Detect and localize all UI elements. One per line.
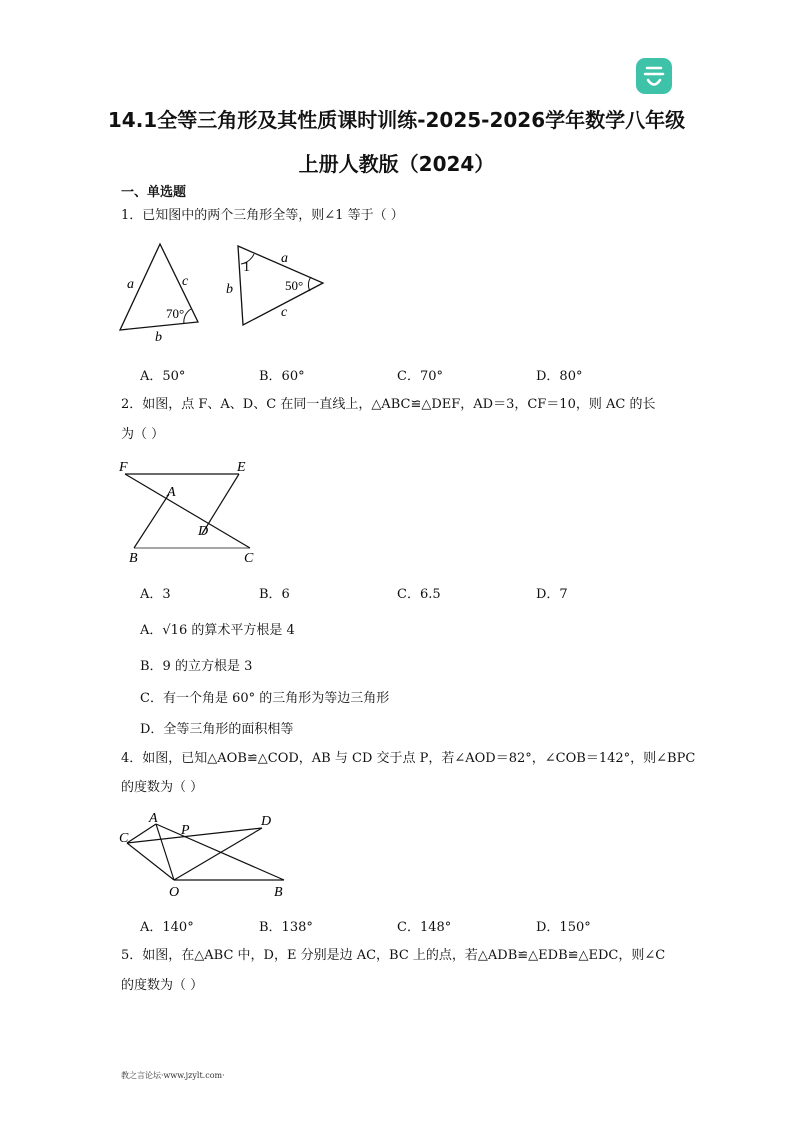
page-title-line1: 14.1全等三角形及其性质课时训练-2025-2026学年数学八年级	[107, 108, 686, 132]
q2-option-a[interactable]: A．3	[140, 587, 171, 602]
question-4-line1: 4．如图，已知△AOB≌△COD，AB 与 CD 交于点 P，若∠AOD＝82°，∠COB＝142°，则∠BPC	[121, 751, 696, 766]
q1-option-a[interactable]: A．50°	[140, 369, 186, 384]
page-title-line2: 上册人教版（2024）	[298, 152, 495, 176]
q2-label-F: F	[119, 460, 128, 475]
q1-label-1: 1	[243, 260, 250, 275]
q3-option-d[interactable]: D．全等三角形的面积相等	[140, 722, 294, 737]
q2-option-b[interactable]: B．6	[259, 587, 290, 602]
question-2-figure	[112, 455, 272, 567]
q1-label-a1: a	[127, 277, 134, 292]
q1-label-a2: a	[281, 251, 288, 266]
q2-option-d[interactable]: D．7	[536, 587, 568, 602]
q2-label-C: C	[244, 551, 254, 566]
q4-option-b[interactable]: B．138°	[259, 920, 313, 935]
q4-option-c[interactable]: C．148°	[397, 920, 452, 935]
logo-icon	[636, 58, 672, 94]
q1-option-c[interactable]: C．70°	[397, 369, 443, 384]
question-5-line1: 5．如图，在△ABC 中，D，E 分别是边 AC，BC 上的点，若△ADB≌△EDB≌△EDC，则∠C	[121, 948, 666, 963]
q4-option-a[interactable]: A．140°	[140, 920, 194, 935]
q4-label-C: C	[119, 831, 129, 846]
section-heading: 一、单选题	[121, 185, 187, 200]
q4-label-O: O	[169, 885, 180, 900]
q4-label-B: B	[274, 885, 283, 900]
app-logo	[636, 58, 672, 94]
question-1-text: 1．已知图中的两个三角形全等，则∠1 等于（ ）	[121, 208, 404, 223]
q1-option-d[interactable]: D．80°	[536, 369, 583, 384]
q2-label-A: A	[167, 485, 176, 500]
q1-label-angle-50: 50°	[285, 278, 304, 293]
question-4-line2: 的度数为（ ）	[121, 780, 204, 795]
q2-label-B: B	[129, 551, 138, 566]
q1-label-b1: b	[155, 330, 162, 345]
q4-label-D: D	[261, 814, 272, 829]
q2-label-E: E	[237, 460, 246, 475]
question-5-line2: 的度数为（ ）	[121, 978, 204, 993]
q3-option-a[interactable]: A．√16 的算术平方根是 4	[140, 623, 295, 638]
question-2-line1: 2．如图，点 F、A、D、C 在同一直线上，△ABC≌△DEF，AD＝3，CF＝10，则 AC 的长	[121, 397, 656, 412]
question-2-line2: 为（ ）	[121, 427, 165, 442]
q3-option-c[interactable]: C．有一个角是 60° 的三角形为等边三角形	[140, 691, 390, 706]
q3-option-b[interactable]: B．9 的立方根是 3	[140, 659, 253, 674]
q2-option-c[interactable]: C．6.5	[397, 587, 441, 602]
question-4-figure	[112, 808, 302, 903]
q1-label-angle-70: 70°	[166, 306, 185, 321]
page-footer: 教之言论坛·www.jzylt.com·	[121, 1071, 225, 1080]
q1-label-c2: c	[281, 305, 288, 320]
q4-option-d[interactable]: D．150°	[536, 920, 591, 935]
q1-option-b[interactable]: B．60°	[259, 369, 305, 384]
q4-label-P: P	[181, 823, 190, 838]
q2-label-D: D	[198, 524, 209, 539]
q4-label-A: A	[149, 811, 158, 826]
question-1-figure	[110, 240, 340, 346]
q1-label-b2: b	[226, 282, 233, 297]
q1-label-c1: c	[182, 274, 189, 289]
